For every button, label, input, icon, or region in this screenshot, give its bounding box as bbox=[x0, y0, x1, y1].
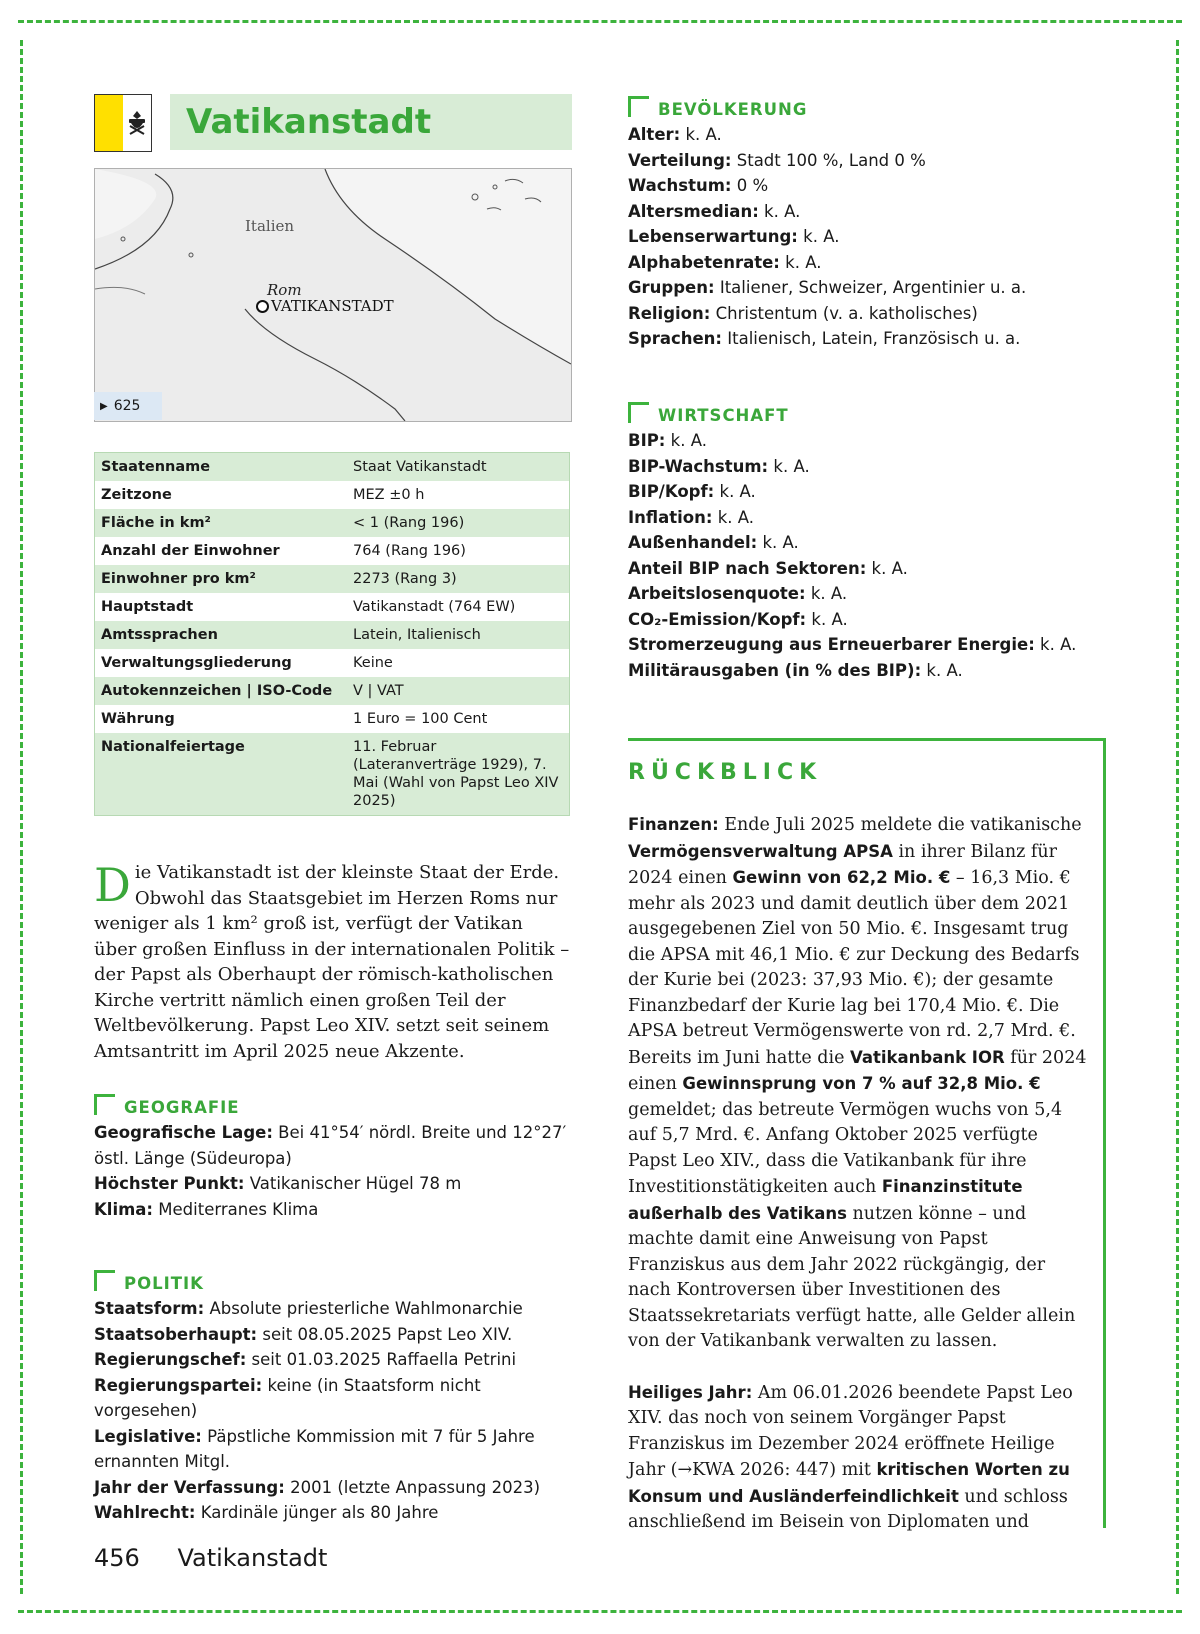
fact-value: Absolute priesterliche Wahlmonarchie bbox=[204, 1299, 523, 1318]
corner-bracket-icon bbox=[628, 96, 649, 117]
fact-line bbox=[94, 1171, 570, 1197]
section-wirtschaft bbox=[628, 402, 1104, 683]
facts-row bbox=[95, 453, 570, 482]
fact-label: Höchster Punkt: bbox=[94, 1174, 245, 1193]
facts-value: Staat Vatikanstadt bbox=[353, 459, 487, 475]
fact-label: Stromerzeugung aus Erneuerbarer Energie: bbox=[628, 635, 1035, 654]
facts-value: 764 (Rang 196) bbox=[353, 543, 466, 559]
dashed-border-top bbox=[18, 20, 1182, 23]
fact-value: k. A. bbox=[714, 482, 756, 501]
fact-label: Staatsoberhaupt: bbox=[94, 1324, 258, 1344]
fact-value: seit 08.05.2025 Papst Leo XIV. bbox=[257, 1324, 513, 1344]
section-heading bbox=[94, 1094, 570, 1120]
fact-label: Arbeitslosenquote: bbox=[628, 584, 806, 603]
section-heading bbox=[628, 402, 1104, 428]
facts-row bbox=[95, 677, 570, 705]
page-title: Vatikanstadt bbox=[186, 102, 432, 142]
corner-bracket-icon bbox=[94, 1094, 115, 1115]
fact-line bbox=[94, 1322, 570, 1348]
facts-key: Zeitzone bbox=[101, 487, 172, 503]
fact-line bbox=[628, 250, 1104, 276]
facts-key: Fläche in km² bbox=[101, 515, 211, 531]
fact-value: keine (in Staatsform nicht vorgesehen) bbox=[94, 1375, 481, 1420]
title-banner bbox=[170, 94, 572, 150]
fact-value: Italienisch, Latein, Französisch u. a. bbox=[722, 329, 1021, 348]
fact-line bbox=[94, 1500, 570, 1526]
capital-marker-icon bbox=[256, 300, 269, 313]
fact-value: Päpstliche Kommission mit 7 für 5 Jahre ernannten Mitgl. bbox=[94, 1426, 535, 1471]
fact-line bbox=[94, 1475, 570, 1501]
text-run: in ihrer Bilanz für 2024 einen bbox=[628, 841, 1058, 888]
fact-label: Sprachen: bbox=[628, 329, 723, 348]
rueckblick-border-top bbox=[628, 738, 1104, 741]
rueckblick-paragraph-heiliges-jahr bbox=[628, 1380, 1088, 1536]
intro-text: ie Vatikanstadt ist der kleinste Staat der Erde. Obwohl das Staatsgebiet im Herzen Roms nur weniger als 1 km² groß ist, verfügt der Vatikan über großen Einfluss in der internationalen Politik – der Papst als Oberhaupt der römisch-katholischen Kirche vertritt nämlich einen großen Teil der Weltbevölkerung. Papst Leo XIV. setzt seit seinem Amtsantritt im April 2025 neue Akzente. bbox=[94, 862, 570, 1062]
fact-line bbox=[94, 1120, 570, 1171]
rueckblick-text bbox=[628, 812, 1088, 1561]
fact-label: Klima: bbox=[94, 1199, 154, 1219]
fact-label: Legislative: bbox=[94, 1426, 202, 1446]
fact-value: Bei 41°54′ nördl. Breite und 12°27′ östl. Länge (Südeuropa) bbox=[94, 1123, 567, 1168]
fact-value: k. A. bbox=[866, 558, 908, 578]
fact-label: CO₂-Emission/Kopf: bbox=[628, 609, 807, 629]
section-title: BEVÖLKERUNG bbox=[658, 100, 808, 119]
facts-key: Verwaltungsgliederung bbox=[101, 655, 292, 671]
fact-value: k. A. bbox=[797, 227, 840, 246]
rueckblick-paragraph-finanzen bbox=[628, 812, 1088, 1355]
fact-line bbox=[628, 122, 1104, 148]
fact-line bbox=[628, 530, 1104, 556]
text-run: und schloss anschließend im Beisein von Diplomaten und bbox=[628, 1486, 1068, 1532]
page-footer bbox=[94, 1544, 327, 1572]
fact-label: Staatsform: bbox=[94, 1299, 205, 1318]
text-run: für 2024 einen bbox=[628, 1047, 1087, 1094]
fact-line bbox=[628, 658, 1104, 684]
section-title: WIRTSCHAFT bbox=[658, 406, 789, 425]
facts-value: 11. Februar (Lateranverträge 1929), 7. Mai (Wahl von Papst Leo XIV 2025) bbox=[353, 739, 559, 809]
fact-label: Militärausgaben (in % des BIP): bbox=[628, 660, 922, 680]
fact-label: Lebenserwartung: bbox=[628, 227, 798, 246]
bold-phrase: kritischen Worten zu Konsum und Ausländerfeindlichkeit bbox=[628, 1460, 1070, 1506]
fact-label: Alphabetenrate: bbox=[628, 252, 780, 272]
fact-label: Anteil BIP nach Sektoren: bbox=[628, 558, 867, 578]
fact-line bbox=[628, 199, 1104, 225]
fact-value: k. A. bbox=[680, 125, 722, 144]
fact-label: Regierungschef: bbox=[94, 1350, 247, 1369]
text-run: gemeldet; das betreute Vermögen wuchs von 5,4 auf 5,7 Mrd. €. Anfang Oktober 2025 verfügte Papst Leo XIV., dass die Vatikanbank für ihre Investitionstätigkeiten auch bbox=[628, 1099, 1063, 1197]
flag-yellow-band bbox=[95, 95, 123, 151]
fact-value: k. A. bbox=[768, 456, 810, 476]
rueckblick-title: RÜCKBLICK bbox=[628, 760, 823, 785]
fact-label: Inflation: bbox=[628, 507, 713, 527]
fact-line bbox=[628, 275, 1104, 301]
fact-value: k. A. bbox=[712, 507, 755, 527]
text-run: Ende Juli 2025 meldete die vatikanische bbox=[718, 815, 1082, 835]
map-coastline bbox=[95, 169, 571, 421]
fact-line bbox=[94, 1373, 570, 1424]
fact-value: Vatikanischer Hügel 78 m bbox=[244, 1174, 462, 1193]
facts-row bbox=[95, 649, 570, 677]
fact-label: Außenhandel: bbox=[628, 533, 758, 552]
fact-line bbox=[628, 632, 1104, 658]
rueckblick-border-right bbox=[1103, 738, 1106, 1528]
map-page-number: 625 bbox=[113, 398, 141, 414]
text-run: – 16,3 Mio. € mehr als 2023 und damit deutlich über dem 2021 ausgegebenen Ziel von 50 Mio. €. Insgesamt trug die APSA mit 46,1 Mio. € zur Deckung des Bedarfs der Kurie bei (2023: 37,93 Mio. €); der gesamte Finanzbedarf der Kurie lag bei 170,4 Mio. €. Die APSA betreut Vermögenswerte von rd. 2,7 Mrd. €. Bereits im Juni hatte die bbox=[628, 868, 1080, 1068]
vatican-flag-icon bbox=[94, 94, 152, 152]
facts-value: Latein, Italienisch bbox=[353, 627, 481, 643]
map-label-capital: VATIKANSTADT bbox=[271, 297, 394, 315]
fact-line bbox=[94, 1424, 570, 1475]
fact-value: Italiener, Schweizer, Argentinier u. a. bbox=[714, 278, 1027, 297]
fact-value: 2001 (letzte Anpassung 2023) bbox=[284, 1477, 541, 1497]
facts-table bbox=[94, 452, 570, 816]
drop-cap: D bbox=[94, 858, 131, 912]
facts-row bbox=[95, 593, 570, 621]
fact-label: Altersmedian: bbox=[628, 201, 759, 221]
fact-label: Geografische Lage: bbox=[94, 1123, 273, 1142]
fact-line bbox=[628, 224, 1104, 250]
facts-key: Hauptstadt bbox=[101, 599, 194, 615]
fact-line bbox=[94, 1347, 570, 1373]
facts-row bbox=[95, 705, 570, 733]
dashed-border-right bbox=[1176, 40, 1179, 1594]
page-number: 456 bbox=[94, 1544, 140, 1572]
fact-value: k. A. bbox=[665, 431, 707, 450]
dashed-border-left bbox=[20, 40, 23, 1594]
fact-line bbox=[628, 454, 1104, 480]
fact-line bbox=[628, 581, 1104, 607]
fact-value: k. A. bbox=[779, 252, 822, 272]
fact-line bbox=[628, 301, 1104, 327]
dashed-border-bottom bbox=[18, 1610, 1182, 1613]
text-run: nutzen könne – und machte damit eine Anweisung von Papst Franziskus aus dem Jahr 2022 rückgängig, der nach Kontroversen über Investitionen des Staatssekretariats verfügt hatte, alle Gelder allein von der Vatikanbank verwalten zu lassen. bbox=[628, 1203, 1076, 1351]
triangle-right-icon: ▶ bbox=[100, 400, 108, 412]
fact-label: Wachstum: bbox=[628, 176, 732, 195]
coat-of-arms-icon bbox=[126, 110, 148, 136]
corner-bracket-icon bbox=[628, 402, 649, 423]
fact-line bbox=[628, 326, 1104, 352]
section-heading bbox=[94, 1270, 570, 1296]
fact-label: Verteilung: bbox=[628, 150, 732, 170]
fact-label: Jahr der Verfassung: bbox=[94, 1477, 285, 1497]
fact-label: Wahlrecht: bbox=[94, 1503, 196, 1522]
section-heading bbox=[628, 96, 1104, 122]
flag-white-band bbox=[123, 95, 151, 151]
fact-label: BIP/Kopf: bbox=[628, 482, 715, 501]
fact-value: seit 01.03.2025 Raffaella Petrini bbox=[246, 1350, 517, 1369]
facts-row bbox=[95, 565, 570, 593]
fact-value: Kardinäle jünger als 80 Jahre bbox=[195, 1503, 439, 1522]
text-run: Am 06.01.2026 beendete Papst Leo XIV. das noch von seinem Vorgänger Papst Franziskus im Dezember 2024 eröffnete Heilige Jahr (→KWA 2026: 447) mit bbox=[628, 1382, 1073, 1480]
facts-key: Währung bbox=[101, 711, 175, 727]
facts-value: Keine bbox=[353, 655, 393, 671]
fact-value: k. A. bbox=[805, 584, 848, 603]
fact-line bbox=[628, 607, 1104, 633]
map-label-country: Italien bbox=[245, 217, 295, 235]
fact-value: k. A. bbox=[806, 609, 848, 629]
bold-phrase: Gewinnsprung von 7 % auf 32,8 Mio. € bbox=[682, 1074, 1041, 1093]
fact-line bbox=[628, 428, 1104, 454]
section-bevoelkerung bbox=[628, 96, 1104, 352]
fact-label: BIP: bbox=[628, 431, 666, 450]
facts-row bbox=[95, 481, 570, 509]
facts-row bbox=[95, 509, 570, 537]
facts-key: Einwohner pro km² bbox=[101, 571, 256, 587]
fact-line bbox=[628, 173, 1104, 199]
fact-value: Stadt 100 %, Land 0 % bbox=[731, 150, 926, 170]
facts-row bbox=[95, 621, 570, 649]
corner-bracket-icon bbox=[94, 1270, 115, 1291]
fact-line bbox=[628, 479, 1104, 505]
facts-value: 1 Euro = 100 Cent bbox=[353, 711, 488, 727]
facts-key: Nationalfeiertage bbox=[101, 739, 245, 755]
fact-line bbox=[628, 556, 1104, 582]
location-map bbox=[94, 168, 572, 422]
fact-line bbox=[94, 1296, 570, 1322]
facts-value: V | VAT bbox=[353, 683, 404, 699]
facts-key: Anzahl der Einwohner bbox=[101, 543, 280, 559]
bold-phrase: Heiliges Jahr: bbox=[628, 1382, 753, 1402]
facts-key: Autokennzeichen | ISO-Code bbox=[101, 683, 333, 699]
facts-key: Staatenname bbox=[101, 459, 211, 475]
facts-value: 2273 (Rang 3) bbox=[353, 571, 457, 587]
fact-value: k. A. bbox=[1034, 635, 1077, 654]
facts-value: Vatikanstadt (764 EW) bbox=[353, 599, 516, 615]
section-politik bbox=[94, 1270, 570, 1526]
section-geografie bbox=[94, 1094, 570, 1222]
intro-paragraph bbox=[94, 860, 570, 1064]
facts-value: MEZ ±0 h bbox=[353, 487, 425, 503]
footer-country: Vatikanstadt bbox=[177, 1544, 328, 1572]
fact-value: k. A. bbox=[758, 201, 801, 221]
fact-label: Gruppen: bbox=[628, 278, 715, 297]
fact-value: k. A. bbox=[921, 660, 963, 680]
fact-label: Regierungspartei: bbox=[94, 1375, 263, 1395]
fact-value: Mediterranes Klima bbox=[153, 1199, 319, 1219]
facts-key: Amtssprachen bbox=[101, 627, 218, 643]
facts-row bbox=[95, 733, 570, 816]
bold-phrase: Vatikanbank IOR bbox=[850, 1047, 1005, 1067]
map-label-city: Rom bbox=[267, 281, 302, 299]
fact-label: Religion: bbox=[628, 303, 711, 323]
bold-phrase: Finanzen: bbox=[628, 815, 719, 834]
fact-value: k. A. bbox=[757, 533, 799, 552]
bold-phrase: Vermögensverwaltung APSA bbox=[628, 841, 893, 861]
fact-value: Christentum (v. a. katholisches) bbox=[710, 303, 978, 323]
section-title: GEOGRAFIE bbox=[124, 1098, 240, 1117]
fact-line bbox=[628, 505, 1104, 531]
fact-label: BIP-Wachstum: bbox=[628, 456, 769, 476]
bold-phrase: Finanzinstitute außerhalb des Vatikans bbox=[628, 1177, 1023, 1223]
fact-line bbox=[94, 1197, 570, 1223]
fact-label: Alter: bbox=[628, 125, 681, 144]
facts-value: < 1 (Rang 196) bbox=[353, 515, 465, 531]
facts-row bbox=[95, 537, 570, 565]
bold-phrase: Gewinn von 62,2 Mio. € bbox=[732, 868, 951, 887]
map-page-reference[interactable] bbox=[94, 392, 162, 420]
fact-value: 0 % bbox=[731, 176, 769, 195]
fact-line bbox=[628, 148, 1104, 174]
section-title: POLITIK bbox=[124, 1274, 204, 1293]
